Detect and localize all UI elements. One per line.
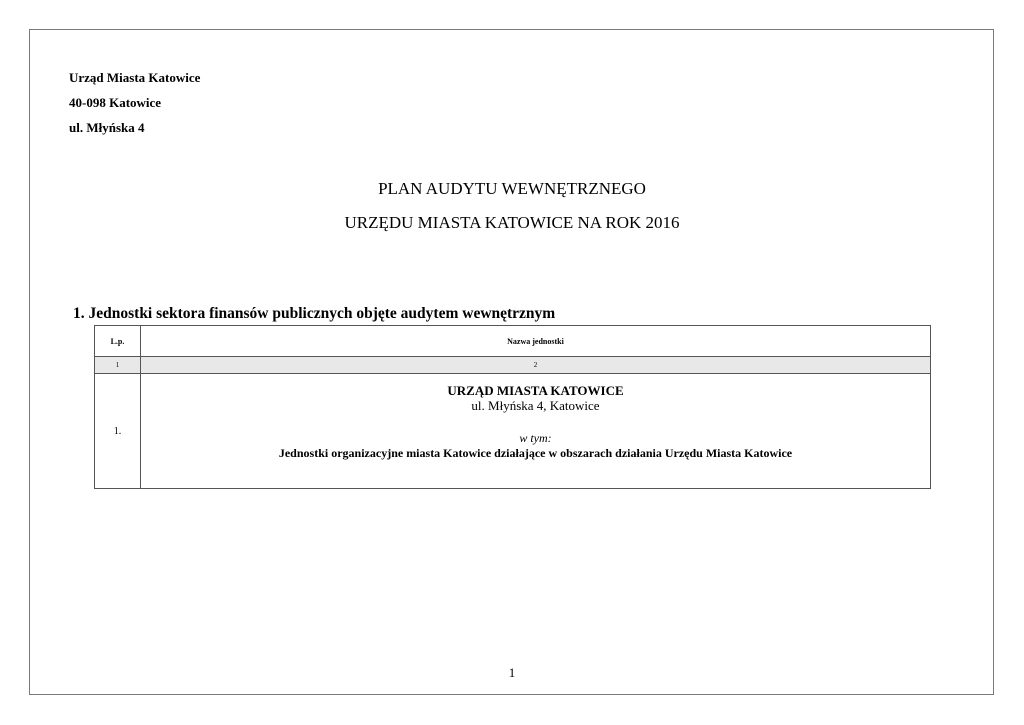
table-header-row	[95, 326, 931, 357]
unit-subunits: Jednostki organizacyjne miasta Katowice działające w obszarach działania Urzędu Miasta Katowice	[278, 446, 793, 460]
column-number-row	[95, 357, 931, 374]
office-name: Urząd Miasta Katowice	[69, 70, 201, 85]
column-header-unit-name: Nazwa jednostki	[141, 326, 931, 357]
row-unit-cell	[141, 374, 931, 489]
column-number-1: 1	[95, 357, 141, 374]
units-table	[94, 325, 931, 489]
unit-name: URZĄD MIASTA KATOWICE	[447, 383, 624, 398]
document-title-line2: URZĘDU MIASTA KATOWICE NA ROK 2016	[344, 213, 680, 232]
street-address: ul. Młyńska 4	[69, 120, 145, 135]
section-heading: 1. Jednostki sektora finansów publicznych objęte audytem wewnętrznym	[73, 305, 556, 322]
column-number-2: 2	[141, 357, 931, 374]
page-number: 1	[508, 665, 516, 680]
row-lp: 1.	[95, 374, 141, 489]
column-header-lp: L.p.	[95, 326, 141, 357]
document-title-line1: PLAN AUDYTU WEWNĘTRZNEGO	[378, 179, 646, 198]
postal-city: 40-098 Katowice	[69, 95, 162, 110]
table-row	[95, 374, 931, 489]
unit-including-label: w tym:	[519, 431, 552, 445]
unit-address: ul. Młyńska 4, Katowice	[471, 398, 600, 413]
